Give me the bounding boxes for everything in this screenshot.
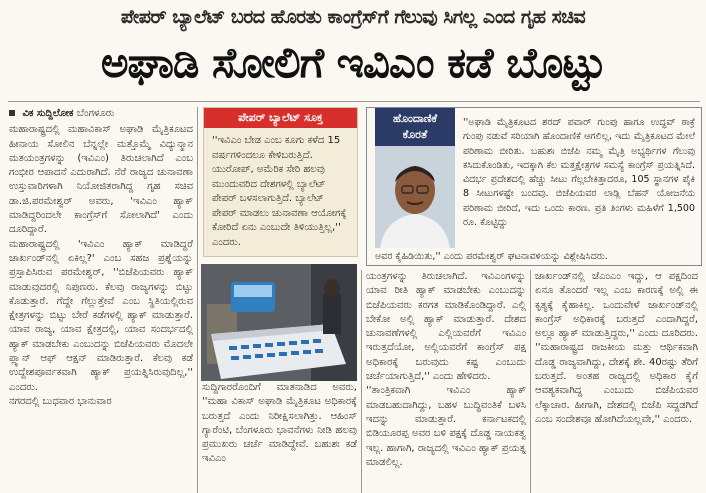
kicker: ಪೇಪರ್ ಬ್ಯಾಲೆಟ್ ಬರದ ಹೊರತು ಕಾಂಗ್ರೆಸ್‌ಗೆ ಗೆಲುವು ಸಿಗಲ್ಲ ಎಂದ ಗೃಹ ಸಚಿವ: [120, 6, 586, 28]
bullet-square-icon: [9, 110, 15, 116]
box-quote: ''ಅಘಾಡಿ ಮೈತ್ರಿಕೂಟದ ಶರದ್ ಪವಾರ್ ಗುಂಪು ಹಾಗೂ ಉದ್ಧವ್ ಠಾಕ್ರೆ ಗುಂಪು ನಡುವೆ ಸರಿಯಾಗಿ ಹೊಂದಾಣಿಕೆ ಆಗಲಿಲ್ಲ, ಇದು ಮೈತ್ರಿಕೂಟದ ಮೇಲೆ ಪರಿಣಾಮ ಬೀರಿತು. ಬಹುಶಃ ಬಿಜೆಪಿ ನಮ್ಮ ಮೈತ್ರಿ ಅಭ್ಯರ್ಥಿಗಳ ಗೆಲುವು ಕಸಿದುಕೊಂಡಿತು, ಇದಕ್ಕಾಗಿ ಕೆಲ ಮತ್ತಕ್ಷೇತ್ರಗಳ ಸಮಸ್ಯೆ ಕಾಂಗ್ರೆಸ್ ಪ್ರಯತ್ನಿಸಿದೆ. ವಿದರ್ಭ ಪ್ರದೇಶದಲ್ಲಿ ಹೆಚ್ಚು ಸೀಟು ಗೆಲ್ಲಬೇಕಿತ್ತಾದರೂ, 105 ಸ್ಥಾನಗಳ ಪೈಕಿ 8 ಸೀಟುಗಳಷ್ಟೇ ಬಂದವು. ಬಿಜೆಪಿಯವರ ಲಾಡ್ಲಿ ಬೆಹನ್ ಯೋಜನೆಯ ಪರಿಣಾಮ ಬೀರಿದೆ, ಇದು ಒಂದು ಕಾರಣ. ಪ್ರತಿ ತಿಂಗಳು ಮಹಿಳೆಗೆ 1,500 ರೂ. ಕೊಟ್ಟಿದ್ದು: [463, 117, 695, 229]
column-3: [366, 270, 526, 493]
box-header: ಪೇಪರ್ ಬ್ಯಾಲೆಟ್ ಸೂಕ್ತ: [204, 108, 357, 128]
byline-place: ಬೆಂಗಳೂರು: [76, 108, 115, 119]
paragraph: ನಗರದಲ್ಲಿ ಬುಧವಾರ ಭಾನುವಾರ: [9, 395, 112, 407]
portrait-photo: [375, 146, 455, 248]
headline: ಅಘಾಡಿ ಸೋಲಿಗೆ ಇವಿಎಂ ಕಡೆ ಬೊಟ್ಟು: [100, 38, 606, 87]
column-1: [9, 107, 193, 493]
column-4: [535, 270, 698, 493]
sidebar-box-coordination: [366, 107, 702, 266]
column-rule: [197, 107, 198, 493]
byline-source: ವಿಕ ಸುದ್ದಿಲೋಕ: [22, 108, 74, 119]
box-tag-line1: ಹೊಂದಾಣಿಕೆ: [392, 112, 438, 125]
paragraph: ಸುದ್ದಿಗಾರರೊಂದಿಗೆ ಮಾತನಾಡಿದ ಅವರು, ''ಮಹಾ ವಿಕಾಸ್ ಅಘಾಡಿ ಮೈತ್ರಿಕೂಟ ಅಧಿಕಾರಕ್ಕೆ ಬರುತ್ತದೆ ಎಂದು ನಿರೀಕ್ಷಿಸಲಾಗಿತ್ತು. ಆಹಿಂಸ್ ಗ್ಯಾರೆಂಟಿ, ಬೆಂಗಳೂರು ಭಾವನೆಗಳು ನೀಡಿ ಹಲವು ಪ್ರಮುಖರು ಚರ್ಚೆ ಮಾಡಿದ್ದೇವೆ. ಬಹುಶಃ ಕಡೆ ಇವಿಎಂ: [202, 382, 357, 465]
box-quote: ''ಇವಿಎಂ ಬೇಡ ಎಂಬ ಕೂಗು ಕಳೆದ 15 ವರ್ಷಗಳಿಂದಲೂ ಕೇಳಿಬರುತ್ತಿದೆ. ಯುರೋಪ್, ಅಮೆರಿಕ ಸೇರಿ ಹಲವು ಮುಂದುವರಿದ ದೇಶಗಳಲ್ಲಿ ಬ್ಯಾಲೆಟ್ ಪೇಪರ್ ಬಳಸಲಾಗುತ್ತಿದೆ. ಬ್ಯಾಲೆಟ್ ಪೇಪರ್ ಮಾಡಲು ಚುನಾವಣಾ ಆಯೋಗಕ್ಕೆ ಕೋರಿದೆ ಏನು ಎಂಬುದೇ ತಿಳಿಯುತ್ತಿಲ್ಲ,'' ಎಂದರು.: [212, 135, 347, 248]
paragraph: ಮಹಾರಾಷ್ಟ್ರದಲ್ಲಿ ಮಹಾವಿಕಾಸ್‌ ಅಘಾಡಿ ಮೈತ್ರಿಕೂಟದ ಹೀನಾಯ ಸೋಲಿನ ಬೆನ್ನಲ್ಲೇ ಮತ್ತೊಮ್ಮೆ ವಿದ್ಯುನ್ಮಾನ ಮತಯಂತ್ರಗಳನ್ನು (ಇವಿಎಂ) ತಿರುಚಲಾಗಿದೆ ಎಂಬ ಗಂಭೀರ ಆಪಾದನೆ ಎದುರಾಗಿದೆ. ನೆರೆ ರಾಜ್ಯದ ಚುನಾವಣಾ ಉಸ್ತುವಾರಿಗಳಾಗಿ ನಿಯೋಜಿತರಾಗಿದ್ದ ಗೃಹ ಸಚಿವ ಡಾ.ಜಿ.ಪರಮೇಶ್ವರ್ ಅವರು, 'ಇವಿಎಂ ಹ್ಯಾಕ್ ಮಾಡಿದ್ದರಿಂದಲೇ ಕಾಂಗ್ರೆಸ್‌ಗೆ ಸೋಲಾಗಿದೆ' ಎಂದು ದೂರಿದ್ದಾರೆ.: [9, 124, 193, 236]
box-tag-line2: ಕೊರತೆ: [402, 128, 428, 141]
paragraph: ''ತಾಂತ್ರಿಕವಾಗಿ ಇವಿಎಂ ಹ್ಯಾಕ್ ಮಾಡಬಹುದಾಗಿದ್ದು, ಬಹಳ ಬುದ್ಧಿವಂತಿಕೆ ಬಳಸಿ ಇದನ್ನು ಮಾಡುತ್ತಾರೆ. ಕರ್ನಾಟಕದಲ್ಲಿ ಬಿಡಿಯೂರಪ್ಪ ಅವರ ಬಳಿ ಪಕ್ಷಕ್ಕೆ ದೊಡ್ಡ ನಾಯಕತ್ವ ಇಲ್ಲ. ಹಾಗಾಗಿ, ರಾಜ್ಯದಲ್ಲಿ ಇವಿಎಂ ಹ್ಯಾಕ್ ಪ್ರಯತ್ನ ಮಾಡಲಿಲ್ಲ.: [366, 385, 526, 468]
top-rule: [8, 101, 700, 102]
column-2-lower: [202, 381, 357, 493]
paragraph: ಮಹಾರಾಷ್ಟ್ರದಲ್ಲಿ 'ಇವಿಎಂ ಹ್ಯಾಕ್ ಮಾಡಿದ್ದರೆ ಜಾರ್ಖಂಡ್‌ನಲ್ಲಿ ಏಕಿಲ್ಲ?' ಎಂಬ ಸಹಜ ಪ್ರಶ್ನೆಯನ್ನು ಪ್ರಸ್ತಾಪಿಸಿರುವ ಪರಮೇಶ್ವರ್, ''ಬಿಜೆಪಿಯವರು ಹ್ಯಾಕ್ ಮಾಡುವುದರಲ್ಲಿ ನಿಪುಣರು. ಕೆಲವು ರಾಜ್ಯಗಳನ್ನು ಬಿಟ್ಟು ಕೊಡುತ್ತಾರೆ. ಗೆದ್ದೇ ಗೆಲ್ಲುತ್ತೇವೆ ಎಂಬ ಸ್ಥಿತಿಯಲ್ಲಿರುವ ಕ್ಷೇತ್ರಗಳನ್ನು ಬಿಟ್ಟು ಬೇರೆ ಕಡೆಗಳಲ್ಲಿ ಹ್ಯಾಕ್ ಮಾಡುತ್ತಾರೆ. ಯಾವ ರಾಜ್ಯ, ಯಾವ ಕ್ಷೇತ್ರದಲ್ಲಿ, ಯಾವ ಸಂದರ್ಭದಲ್ಲಿ ಹ್ಯಾಕ್ ಮಾಡಬೇಕು ಎಂಬುದನ್ನು ಬಿಜೆಪಿಯವರು ಮೊದಲೇ ಪ್ಲ್ಯಾನ್ ಆಫ್ ಆಕ್ಷನ್ ಮಾಡಿರುತ್ತಾರೆ. ಕೆಲವು ಕಡೆ ಉದ್ದೇಶಪೂರ್ವಕವಾಗಿ ಹ್ಯಾಕ್ ಪ್ರಯತ್ನಿಸಿರುವುದಿಲ್ಲ,'' ಎಂದರು.: [9, 238, 193, 393]
evm-illustration: [201, 264, 357, 381]
byline: [9, 107, 193, 121]
paragraph: ''ಮಹಾರಾಷ್ಟ್ರದ ರಾಜಕೀಯ ಮತ್ತು ಆರ್ಥಿಕವಾಗಿ ದೊಡ್ಡ ರಾಜ್ಯವಾಗಿದ್ದು, ದೇಶಕ್ಕೆ ಶೇ. 40ರಷ್ಟು ತೆರಿಗೆ ಬರುತ್ತದೆ. ಅಂತಹ ರಾಜ್ಯದಲ್ಲಿ ಅಧಿಕಾರ ಕೈಗೆ ಆವಶ್ಯಕವಾಗಿದ್ದ ಎಂಬುದು ಬಿಜೆಪಿಯವರ ಲೆಕ್ಕಾಚಾರ. ಹೀಗಾಗಿ, ದೇಶದಲ್ಲಿ ಬಿಜೆಪಿ ಸದ್ದಡಗಿದೆ ಎಂಬ ಸಂದೇಶವೂ ಹೋಗಿದೆಯಲ್ಲವೇ,'' ಎಂದರು.: [535, 342, 698, 425]
evm-photo: [201, 264, 357, 381]
sidebar-box-paper-ballot: [203, 107, 358, 257]
column-rule: [530, 270, 531, 493]
box-tag: [375, 108, 455, 146]
paragraph: ಜಾರ್ಖಂಡ್‌ನಲ್ಲಿ ಜೆಎಂಎಂ ಇದ್ದು, ಆ ಪಕ್ಷದಿಂದ ಏನೂ ತೊಂದರೆ ಇಲ್ಲ ಎಂಬ ಕಾರಣಕ್ಕೆ ಅಲ್ಲಿ ಈ ಕೃತ್ಯಕ್ಕೆ ಕೈಹಾಕಿಲ್ಲ. ಒಂದುವೇಳೆ ಜಾರ್ಖಂಡ್‌ನಲ್ಲಿ ಕಾಂಗ್ರೆಸ್ ಅಧಿಕಾರಕ್ಕೆ ಬರುತ್ತದೆ ಎಂದಾಗಿದ್ದರೆ, ಅಲ್ಲೂ ಹ್ಯಾಕ್ ಮಾಡುತ್ತಿದ್ದರು,'' ಎಂದು ದೂರಿದರು.: [535, 271, 698, 340]
paragraph: ಯಂತ್ರಗಳನ್ನು ತಿರುಚಲಾಗಿದೆ. ಇವಿಎಂಗಳನ್ನು ಯಾವ ರೀತಿ ಹ್ಯಾಕ್ ಮಾಡಬೇಕು ಎಂಬುದನ್ನು ಬಿಜೆಪಿಯವರು ಕರಗತ ಮಾಡಿಕೊಂಡಿದ್ದಾರೆ. ಎಲ್ಲಿ ಬೇಕೋ ಅಲ್ಲಿ ಹ್ಯಾಕ್ ಮಾಡುತ್ತಾರೆ. ದೇಶದ ಚುನಾವಣೆಗಳಲ್ಲಿ ಎಲ್ಲಿಯವರೆಗೆ ಇವಿಎಂ ಇರುತ್ತದೆಯೋ, ಅಲ್ಲಿಯವರೆಗೆ ಕಾಂಗ್ರೆಸ್ ಪಕ್ಷ ಅಧಿಕಾರಕ್ಕೆ ಬರುವುದು ಕಷ್ಟ ಎಂಬುದು ಚರ್ಚೆಯಾಗುತ್ತಿದೆ,'' ಎಂದು ಹೇಳಿದರು.: [366, 271, 526, 383]
column-rule: [361, 270, 362, 493]
box-quote-tail: ಅವರ ಕೈಹಿಡಿಯಿತು,'' ಎಂದು ಪರಮೇಶ್ವರ್ ಘಟನಾವಳಿಯನ್ನು ವಿಶ್ಲೇಷಿಸಿದರು.: [375, 251, 608, 262]
person-portrait: [375, 146, 455, 248]
